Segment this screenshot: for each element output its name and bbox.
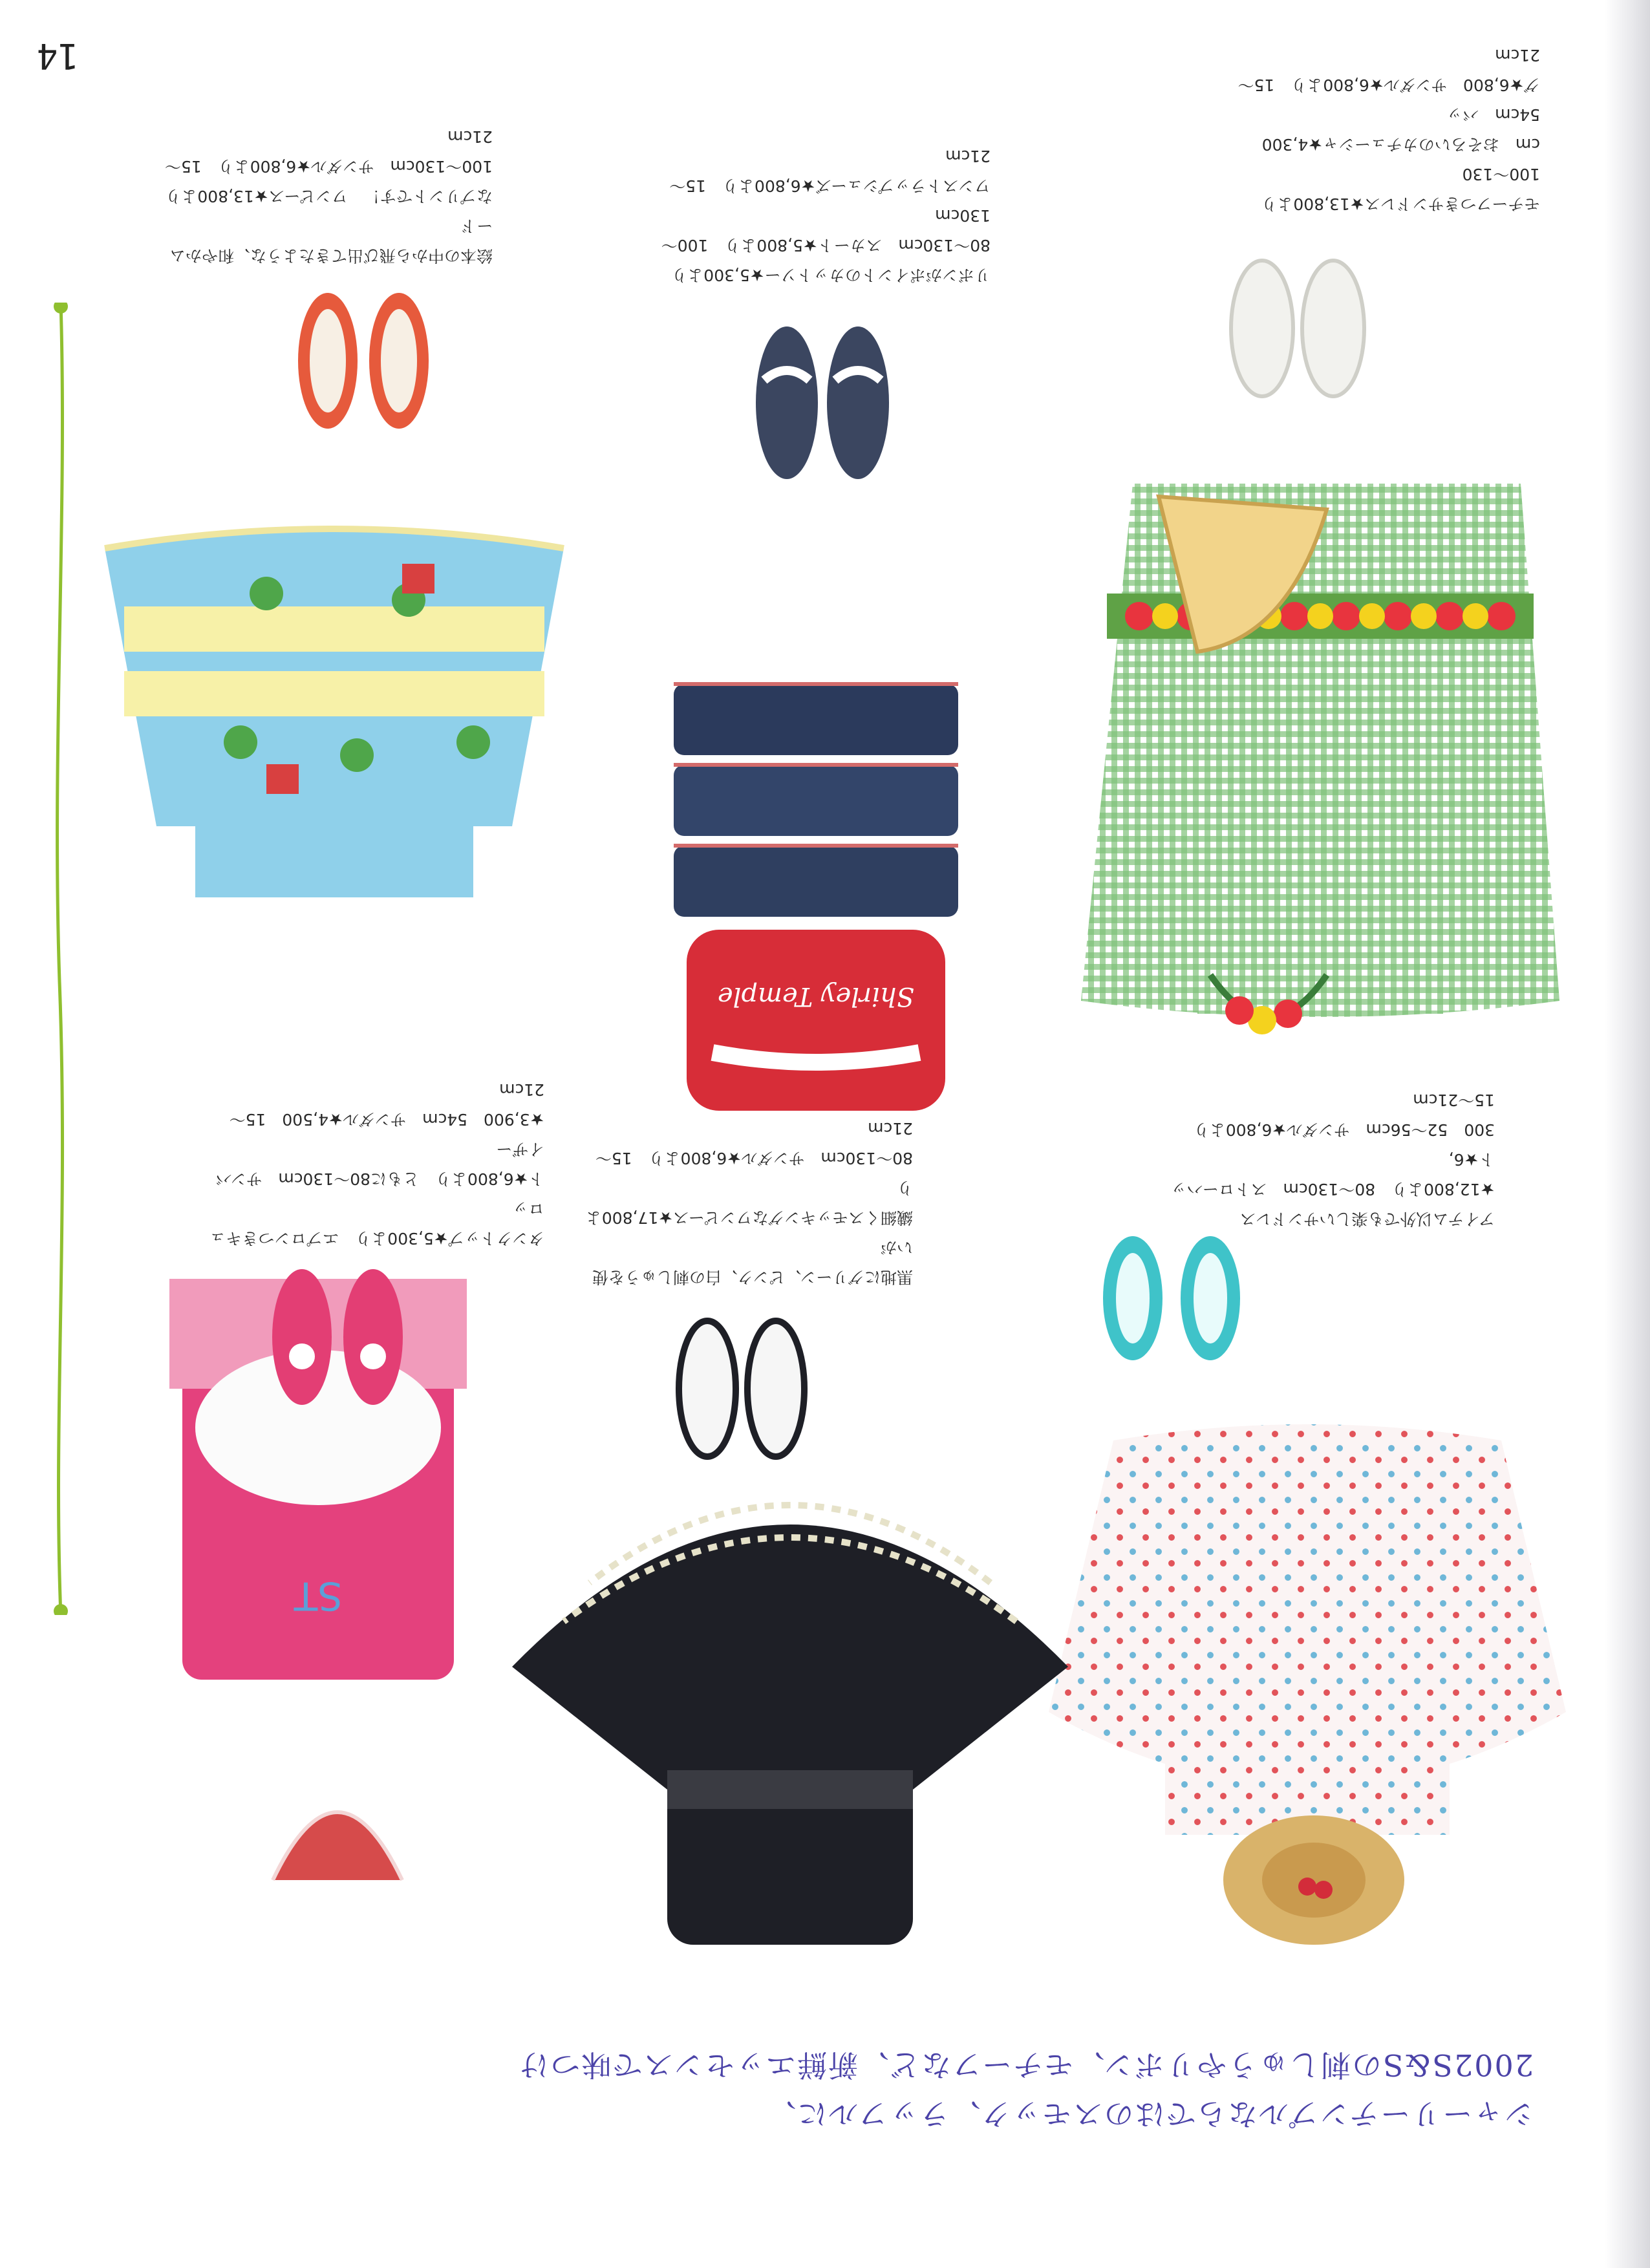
page-number: 14 bbox=[36, 36, 79, 76]
caption-black-dress: 黒地にグリーン、ピンク、白の刺しゅうを使いが 繊細くスモッキングなワンピース★17,800より 80〜130cm サンダル★6,800より 15〜21cm bbox=[585, 1119, 913, 1287]
sandal-icon bbox=[1223, 251, 1372, 406]
svg-text:Shirley Temple: Shirley Temple bbox=[717, 981, 915, 1011]
polka-dot-dress bbox=[1049, 1421, 1566, 1854]
denim-skirt-red-top bbox=[674, 645, 958, 1130]
blue-print-dress bbox=[66, 509, 603, 988]
sandal-icon bbox=[751, 316, 894, 490]
hat-icon bbox=[1217, 1809, 1411, 1951]
caption-pink-set: タンクトップ★5,300より エプロンつきキュロッ ト★6,800より ともに80〜130cm サンバイザー ★3,900 54cm サンダル★4,500 15〜21cm bbox=[209, 1080, 544, 1248]
svg-text:ST: ST bbox=[294, 1573, 343, 1618]
sun-visor-icon bbox=[260, 1764, 415, 1893]
sandal-icon bbox=[1094, 1227, 1249, 1369]
caption-gingham-dress: モチーフつきサンドレス★13,800より 100〜130 cm おそろいのカチューシャ★4,300 54cm バッ グ★6,800 サンダル★6,800より 15〜21cm bbox=[1238, 46, 1540, 213]
caption-denim-skirt: リボンがポイントのカットソー★5,300より 80〜130cm スカート★5,800より 100〜130cm ワンストラップシューズ★6,800より 15〜21cm bbox=[661, 147, 991, 284]
headband-icon bbox=[1204, 968, 1333, 1046]
gingham-dress bbox=[1081, 464, 1559, 1040]
caption-polka-dress: アイテム以外でも楽しいサンドレス ★12,800より 80〜130cm ストローハット★6, 300 52〜56cm サンダル★6,800より 15〜21cm bbox=[1170, 1091, 1495, 1228]
sandal-icon bbox=[292, 283, 434, 438]
headline: シャーリーテンプルならではのスモック、ラッフルに、 2002S&Sの刺しゅうやリボン、モチーフなど、新鮮エッセンスで味つけ bbox=[518, 2048, 1534, 2132]
black-smocked-dress bbox=[512, 1428, 1068, 1945]
sandal-icon bbox=[266, 1259, 409, 1415]
sandal-icon bbox=[674, 1311, 809, 1466]
caption-print-dress: 絵本の中から飛び出てきたような、和やかムード なプリントです！ ワンピース★13,800より 100〜130cm サンダル★6,800より 15〜21cm bbox=[164, 127, 493, 265]
